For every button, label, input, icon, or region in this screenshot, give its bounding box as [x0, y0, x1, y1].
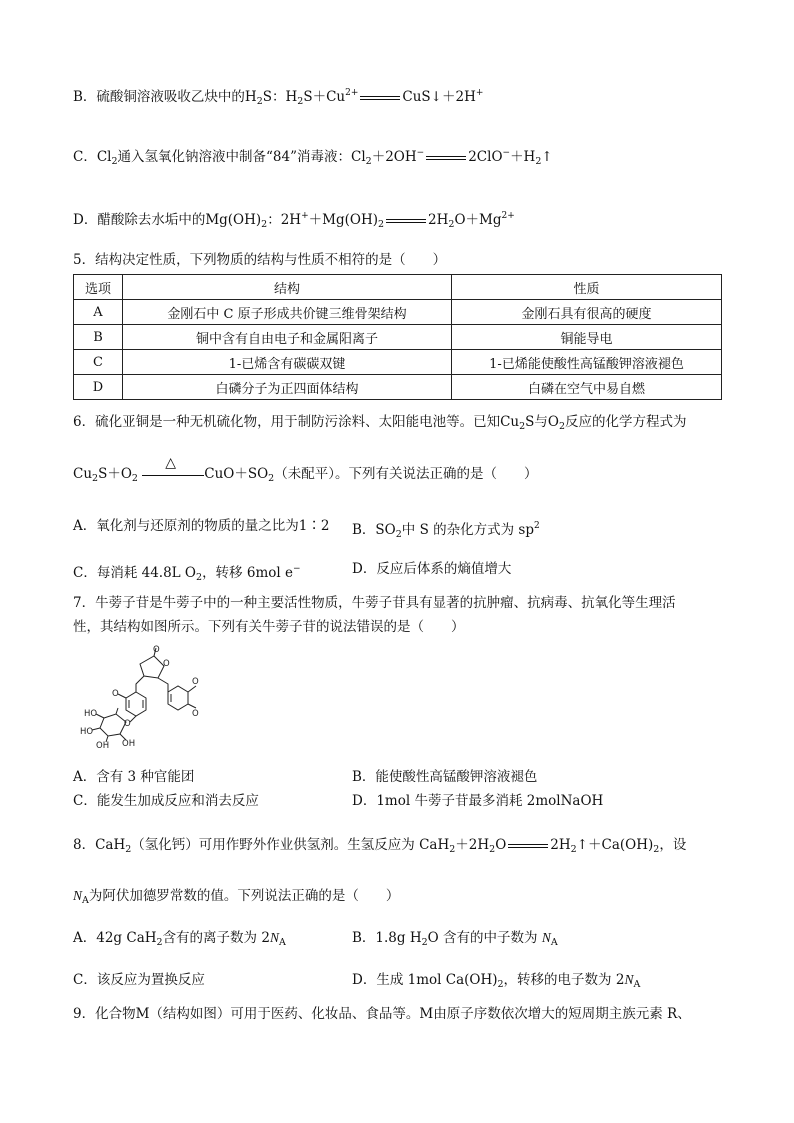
q7-option-b: B．能使酸性高锰酸钾溶液褪色: [352, 769, 538, 785]
q7-option-d: D．1mol 牛蒡子苷最多消耗 2molNaOH: [352, 793, 604, 809]
q6-option-b: B．$SO_2$中 S 的杂化方式为 $sp^2$: [352, 521, 540, 540]
table-row: [74, 375, 722, 400]
reaction-condition: [142, 454, 204, 482]
svg-text:O: O: [163, 659, 170, 669]
table-cell: C: [74, 350, 123, 375]
equals-arrow: [508, 841, 548, 851]
table-cell: 铜能导电: [452, 325, 722, 350]
reaction-line: [142, 475, 204, 476]
q6-option-d: D．反应后体系的熵值增大: [352, 561, 512, 577]
svg-text:O: O: [153, 645, 160, 655]
q7-stem-line1: 7．牛蒡子苷是牛蒡子中的一种主要活性物质，牛蒡子苷具有显著的抗肿瘤、抗病毒、抗氧化等生理活: [73, 595, 676, 611]
table-cell: 铜中含有自由电子和金属阳离子: [123, 325, 452, 350]
table-cell: 金刚石具有很高的硬度: [452, 300, 722, 325]
q8-stem-line1: 8．CaH$_2$（氢化钙）可用作野外作业供氢剂。生氢反应为 $CaH_2+2H_2O$ $2H_2↑+Ca(OH)_2$，设: [73, 837, 687, 855]
q8-option-d: D．生成 1mol $Ca(OH)_2$，转移的电子数为 $2N_A$: [352, 972, 641, 990]
equals-arrow: [360, 93, 400, 103]
svg-text:O: O: [112, 689, 119, 699]
table-cell: B: [74, 325, 123, 350]
table-cell: A: [74, 300, 123, 325]
heat-symbol: △: [165, 454, 177, 471]
equals-arrow: [426, 153, 466, 163]
svg-text:HO: HO: [80, 727, 94, 737]
q8-option-b: B．1.8g $H_2O$ 含有的中子数为 $N_A$: [352, 930, 558, 948]
table-cell: 1-已烯含有碳碳双键: [123, 350, 452, 375]
table-row: [74, 300, 722, 325]
q5-table: [73, 274, 722, 400]
table-row: [74, 350, 722, 375]
table-cell: D: [74, 375, 123, 400]
svg-text:O: O: [124, 719, 131, 729]
q6-option-a: A．氧化剂与还原剂的物质的量之比为1∶2: [73, 518, 330, 534]
q6-equation: $Cu_2S+O_2$ △ $CuO+SO_2$（未配平）。下列有关说法正确的是（ ）: [73, 454, 538, 484]
table-header: 选项: [74, 275, 123, 300]
q4-option-c: C．$Cl_2$通入氢氧化钠溶液中制备“84”消毒液：$Cl_2+2OH^-$ $2ClO^-+H_2↑$: [73, 148, 553, 167]
table-header-row: [74, 275, 722, 300]
q8-option-c: C．该反应为置换反应: [73, 972, 205, 988]
svg-text:O: O: [192, 677, 199, 687]
svg-text:O: O: [192, 709, 199, 719]
q6-stem: 6．硫化亚铜是一种无机硫化物，用于制防污涂料、太阳能电池等。已知$Cu_2S$与$O_2$反应的化学方程式为: [73, 414, 687, 432]
table-cell: 金刚石中 C 原子形成共价键三维骨架结构: [123, 300, 452, 325]
svg-text:OH: OH: [96, 741, 110, 751]
table-row: [74, 325, 722, 350]
q6-option-c: C．每消耗 44.8L $O_2$，转移 6mol e−: [73, 564, 301, 583]
q4-option-b: B．硫酸铜溶液吸收乙炔中的$H_2S$：$H_2S+Cu^{2+}$ CuS↓＋2H+: [73, 88, 484, 107]
q5-stem: 5．结构决定性质，下列物质的结构与性质不相符的是（ ）: [73, 252, 447, 268]
svg-text:OH: OH: [122, 739, 136, 749]
q9-stem: 9．化合物M（结构如图）可用于医药、化妆品、食品等。M由原子序数依次增大的短周期主族元素 R、: [73, 1006, 691, 1022]
table-cell: 白磷在空气中易自燃: [452, 375, 722, 400]
svg-text:HO: HO: [84, 709, 98, 719]
table-cell: 白磷分子为正四面体结构: [123, 375, 452, 400]
q7-stem-line2: 性，其结构如图所示。下列有关牛蒡子苷的说法错误的是（ ）: [73, 619, 465, 635]
arctiin-structure-diagram: [70, 644, 220, 754]
q4-option-d: D．醋酸除去水垢中的$Mg(OH)_2$：$2H^++Mg(OH)_2$ $2H_2O+Mg^{2+}$: [73, 211, 515, 230]
table-cell: 1-已烯能使酸性高锰酸钾溶液褪色: [452, 350, 722, 375]
equals-arrow: [386, 216, 426, 226]
q8-option-a: A．42g CaH$_2$含有的离子数为 $2N_A$: [73, 930, 286, 948]
q7-option-a: A．含有 3 种官能团: [73, 769, 195, 785]
q7-option-c: C．能发生加成反应和消去反应: [73, 793, 259, 809]
table-header: 性质: [452, 275, 722, 300]
table-header: 结构: [123, 275, 452, 300]
q8-stem-line2: $N_A$为阿伏加德罗常数的值。下列说法正确的是（ ）: [73, 888, 400, 906]
